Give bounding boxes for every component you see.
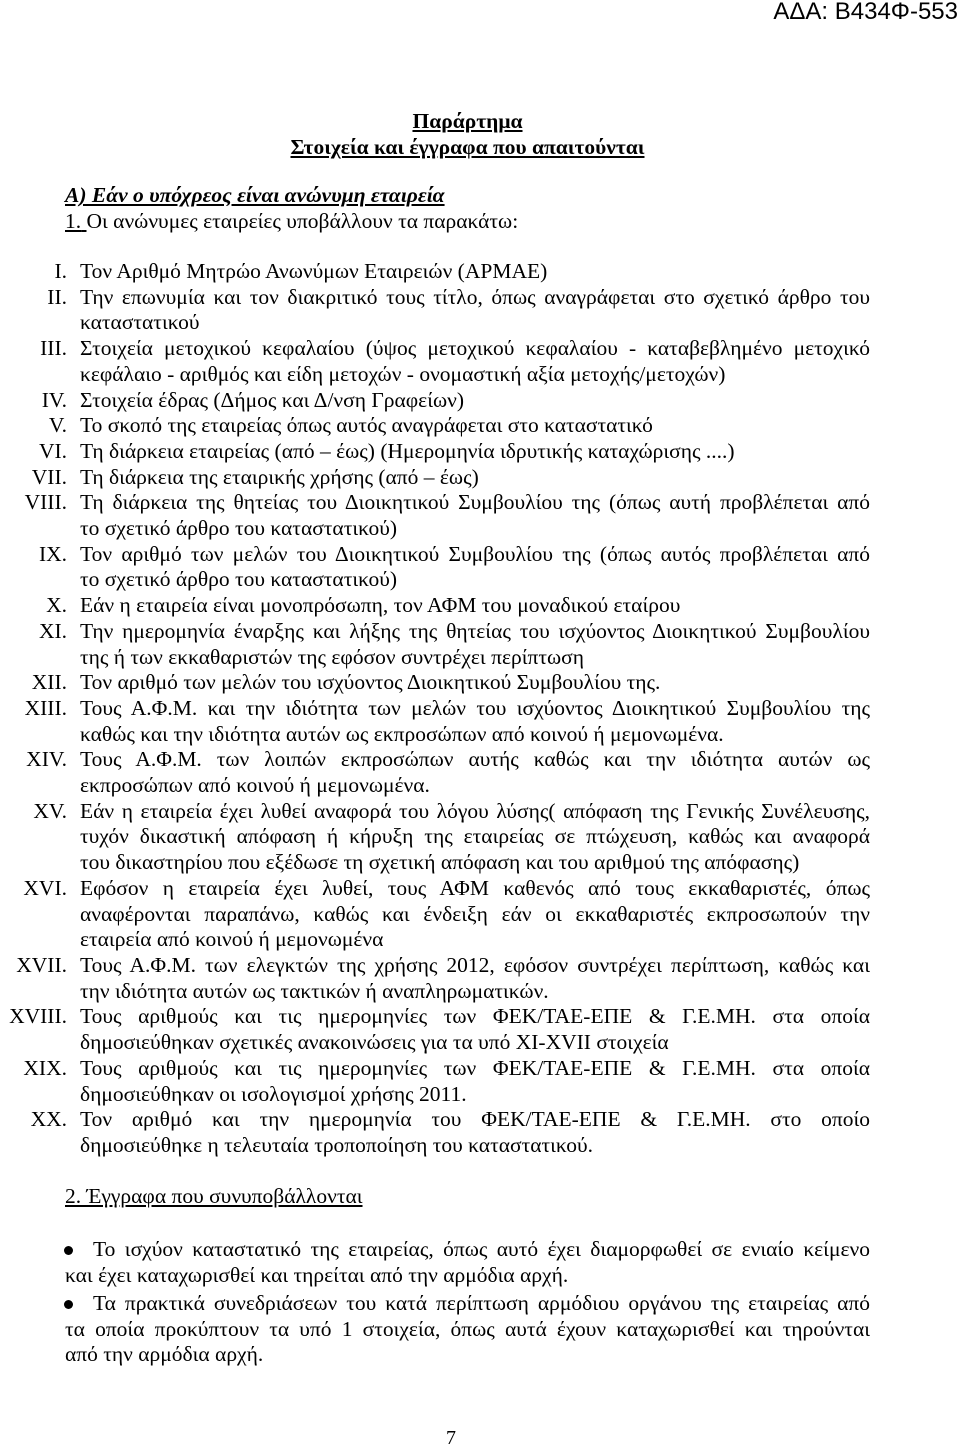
item-line: εταιρεία από κοινού ή μεμονωμένα [80, 927, 384, 952]
bullet-line: τα οποία προκύπτουν τα υπό 1 στοιχεία, όπως αυτά έχουν καταχωρισθεί και τηρούνται [65, 1316, 870, 1341]
annex-subtitle: Στοιχεία και έγγραφα που απαιτούνται [290, 134, 645, 159]
item-numeral: XV. [33, 798, 67, 823]
item-numeral: IV. [41, 387, 67, 412]
item-line: την ιδιότητα αυτών ως τακτικών ή αναπληρωματικών. [80, 978, 549, 1003]
list-item [0, 670, 870, 696]
bullet-item [65, 1291, 870, 1368]
list-item [0, 876, 870, 953]
list-item [0, 465, 870, 491]
item-line: δημοσιεύθηκαν οι ισολογισμοί χρήσης 2011. [80, 1081, 467, 1106]
item-line: κεφάλαιο - αριθμός και είδη μετοχών - ονομαστική αξία μετοχής/μετοχών) [80, 361, 726, 386]
item-numeral: XVII. [16, 952, 67, 977]
annex-title-block [65, 109, 870, 160]
item-line: Τον Αριθμό Μητρώο Ανωνύμων Εταιρειών (ΑΡΜΑΕ) [80, 259, 548, 283]
item-line: Τον αριθμό των μελών του Διοικητικού Συμβουλίου της (όπως αυτός προβλέπεται από [80, 541, 870, 566]
list-item [0, 490, 870, 541]
item-line: Την επωνυμία και τον διακριτικό τους τίτλο, όπως αναγράφεται στο σχετικό άρθρο του [80, 284, 870, 309]
item-line: Τους αριθμούς και τις ημερομηνίες των ΦΕΚ/ΤΑΕ-ΕΠΕ & Γ.Ε.ΜΗ. στα οποία [80, 1055, 870, 1080]
item-numeral: XIV. [26, 747, 67, 772]
item-line: της ή των εκκαθαριστών της εφόσον συντρέχει περίπτωση [80, 644, 584, 669]
item-line: Τους Α.Φ.Μ. των ελεγκτών της χρήσης 2012, εφόσον συντρέχει περίπτωση, καθώς και [80, 952, 870, 977]
list-item [0, 696, 870, 747]
item-line: Τη διάρκεια εταιρείας (από – έως) (Ημερομηνία ιδρυτικής καταχώρισης ....) [80, 438, 735, 463]
item-numeral: I. [54, 259, 67, 283]
item-line: τυχόν δικαστική απόφαση ή κήρυξη της εταιρείας σε πτώχευση, καθώς και αναφορά [80, 824, 870, 849]
bullet-icon [64, 1300, 73, 1309]
item-line: Τους Α.Φ.Μ. και την ιδιότητα των μελών του ισχύοντος Διοικητικού Συμβουλίου της [80, 695, 870, 720]
item-line: εκπροσώπων από κοινού ή μεμονωμένα. [80, 773, 430, 798]
item-line: καθώς και την ιδιότητα αυτών ως εκπροσώπων από κοινού ή μεμονωμένα. [80, 721, 724, 746]
item-line: το σχετικό άρθρο του καταστατικού) [80, 567, 398, 592]
list-item [0, 747, 870, 798]
item-line: Εάν η εταιρεία είναι μονοπρόσωπη, τον ΑΦΜ του μοναδικού εταίρου [80, 593, 681, 618]
item-line: αναφέρονται παραπάνω, καθώς και ένδειξη εάν οι εκκαθαριστές εκπροσωπούν την [80, 901, 870, 926]
item-numeral: VI. [38, 438, 67, 463]
list-item [0, 336, 870, 387]
bullet-line: και έχει καταχωρισθεί και τηρείται από την αρμόδια αρχή. [65, 1262, 569, 1287]
section-2-heading: 2. Έγγραφα που συνυποβάλλονται [65, 1184, 363, 1208]
item-line: Την ημερομηνία έναρξης και λήξης της θητείας του ισχύοντος Διοικητικού Συμβουλίου [80, 618, 870, 643]
list-item [0, 388, 870, 414]
list-item [0, 413, 870, 439]
item-line: του δικαστηρίου που εξέδωσε τη σχετική απόφαση και του αριθμού της απόφασης) [80, 850, 800, 875]
list-item [0, 953, 870, 1004]
item-numeral: XII. [31, 670, 67, 695]
item-line: Τη διάρκεια της θητείας του Διοικητικού Συμβουλίου της (όπως αυτή προβλέπεται από [80, 490, 870, 515]
item-numeral: VIII. [24, 490, 67, 515]
section-a-header [65, 183, 870, 234]
list-item [0, 1107, 870, 1158]
item-line: Στοιχεία έδρας (Δήμος και Δ/νση Γραφείων) [80, 387, 465, 412]
item-line: Τους Α.Φ.Μ. των λοιπών εκπροσώπων αυτής καθώς και την ιδιότητα αυτών ως [80, 747, 870, 772]
bullet-line: Το ισχύον καταστατικό της εταιρείας, όπως αυτό έχει διαμορφωθεί σε ενιαίο κείμενο [93, 1237, 870, 1261]
item-numeral: XIX. [23, 1055, 67, 1080]
ada-code: ΑΔΑ: Β434Φ-553 [773, 0, 958, 25]
page-number: 7 [446, 1427, 456, 1449]
list-item [0, 799, 870, 876]
list-item [0, 1056, 870, 1107]
list-item [0, 1004, 870, 1055]
intro-text: Οι ανώνυμες εταιρείες υποβάλλουν τα παρακάτω: [86, 208, 519, 233]
item-line: Εφόσον η εταιρεία έχει λυθεί, τους ΑΦΜ καθενός από τους εκκαθαριστές, όπως [80, 875, 870, 900]
item-numeral: XX. [30, 1107, 67, 1132]
item-numeral: XVI. [23, 875, 67, 900]
item-numeral: III. [40, 336, 67, 361]
item-numeral: II. [47, 284, 67, 309]
item-numeral: X. [46, 593, 67, 618]
item-numeral: IX. [38, 541, 67, 566]
item-line: Τον αριθμό και την ημερομηνία του ΦΕΚ/ΤΑΕ-ΕΠΕ & Γ.Ε.ΜΗ. στο οποίο [80, 1107, 870, 1132]
item-numeral: XI. [38, 618, 67, 643]
item-line: Τον αριθμό των μελών του ισχύοντος Διοικητικού Συμβουλίου της. [80, 670, 661, 695]
bullet-line: από την αρμόδια αρχή. [65, 1342, 264, 1367]
list-item [0, 542, 870, 593]
section-a-heading: Α) Εάν ο υπόχρεος είναι ανώνυμη εταιρεία [65, 183, 445, 207]
item-line: καταστατικού [80, 310, 200, 335]
list-item [0, 259, 870, 285]
item-line: Εάν η εταιρεία έχει λυθεί αναφορά του λόγου λύσης( απόφαση της Γενικής Συνέλευσης, [80, 798, 870, 823]
item-numeral: XVIII. [9, 1004, 67, 1029]
list-item [0, 593, 870, 619]
item-line: Στοιχεία μετοχικού κεφαλαίου (ύψος μετοχικού κεφαλαίου - καταβεβλημένο μετοχικό [80, 336, 870, 361]
list-item [0, 619, 870, 670]
item-line: δημοσιεύθηκε η τελευταία τροποποίηση του καταστατικού. [80, 1132, 594, 1157]
intro-number: 1. [65, 208, 82, 233]
item-line: δημοσιεύθηκαν σχετικές ανακοινώσεις για τα υπό ΧΙ-ΧVII στοιχεία [80, 1030, 669, 1055]
item-numeral: V. [48, 413, 67, 438]
item-numeral: XIII. [24, 695, 67, 720]
annex-title: Παράρτημα [412, 109, 523, 133]
section-a-intro [65, 209, 870, 235]
item-numeral: VII. [31, 464, 67, 489]
item-line: Τους αριθμούς και τις ημερομηνίες των ΦΕΚ/ΤΑΕ-ΕΠΕ & Γ.Ε.ΜΗ. στα οποία [80, 1004, 870, 1029]
bullet-item [65, 1237, 870, 1288]
item-line: Τη διάρκεια της εταιρικής χρήσης (από – έως) [80, 464, 479, 489]
requirements-list [0, 259, 870, 1159]
item-line: το σχετικό άρθρο του καταστατικού) [80, 516, 398, 541]
bullet-line: Τα πρακτικά συνεδριάσεων του κατά περίπτωση αρμόδιου οργάνου της εταιρείας από [93, 1291, 870, 1315]
item-line: Το σκοπό της εταιρείας όπως αυτός αναγράφεται στο καταστατικό [80, 413, 653, 438]
list-item [0, 285, 870, 336]
list-item [0, 439, 870, 465]
bullet-icon [64, 1246, 73, 1255]
